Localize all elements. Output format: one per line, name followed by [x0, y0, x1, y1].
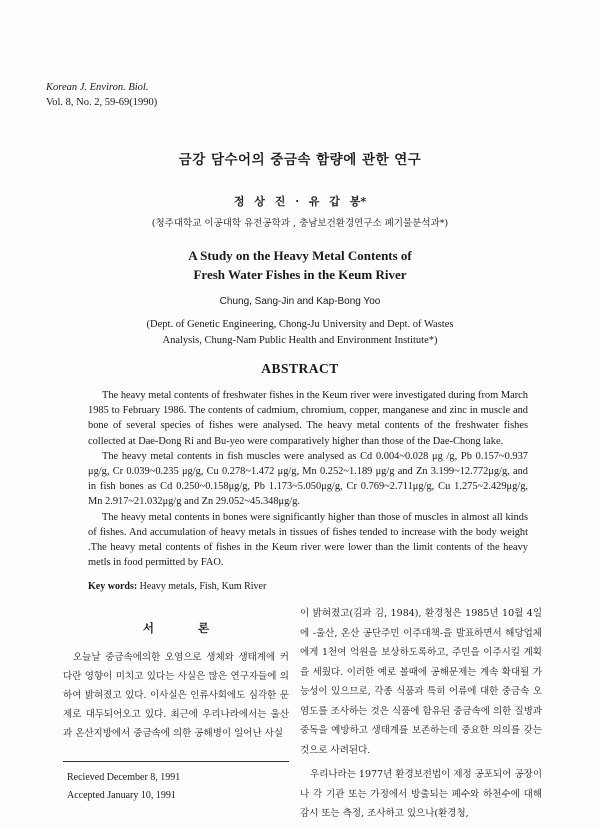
keywords-label: Key words:: [88, 581, 138, 592]
journal-name: Korean J. Environ. Biol.: [46, 82, 149, 93]
accepted-date: Accepted January 10, 1991: [67, 790, 176, 801]
english-title-line1: A Study on the Heavy Metal Contents of: [188, 248, 412, 263]
abstract-body: [88, 388, 528, 570]
korean-title: 금강 담수어의 중금속 함량에 관한 연구: [178, 152, 422, 168]
abstract-heading: ABSTRACT: [261, 361, 339, 376]
abstract-paragraph: The heavy metal contents of freshwater fishes in the Keum river were investigated during from March 1985 to February 1986. The contents of cadmium, chromium, copper, manganese and zinc in muscle and bone of several species of fishes were analysed. The heavy metal contents of the freshwater fishes collected at Dae-Dong Ri and Bu-yeo were comparatively higher than those of the Dae-Chong lake.: [88, 390, 528, 447]
english-title-line2: Fresh Water Fishes in the Keum River: [193, 267, 407, 282]
english-affiliation-line1: (Dept. of Genetic Engineering, Chong-Ju University and Dept. of Wastes: [146, 319, 454, 330]
received-dates: [67, 769, 180, 805]
keywords-text: Heavy metals, Fish, Kum River: [139, 581, 267, 592]
english-affiliation: [0, 317, 600, 349]
keywords: [88, 581, 266, 592]
korean-authors: 정 상 진 · 유 갑 봉*: [233, 195, 367, 208]
right-column: [300, 604, 542, 824]
intro-paragraph: 오늘날 중금속에의한 오염으로 생체와 생태계에 커다란 영향이 미치고 있다는 사실은 많은 연구자들에 의하여 밝혀졌고 있다. 이사실은 인류사회에도 심각한 문제로 대두되어오고 있다. 최근에 우리나라에서는 울산과 온산지방에서 중금속에 의한 공해병이 일어난 사실: [63, 652, 289, 739]
korean-affiliation: (청주대학교 이공대학 유전공학과 , 충남보건환경연구소 폐기물분석과*): [151, 218, 449, 229]
english-affiliation-line2: Analysis, Chung-Nam Public Health and Environment Institute*): [162, 335, 438, 346]
right-paragraph: 이 밝혀졌고(김과 김, 1984), 환경청은 1985년 10월 4일에 -울산, 온산 공단주민 이주대책-을 발표하면서 해당업체에게 1천여 억원을 보상하도록하고, 주민을 이주시킬 계획을 세웠다. 이러한 예로 볼때에 공해문제는 계속 확대될 가능성이 있으므로, 각종 식품과 특히 어류에 대한 중금속 오염도를 조사하는 것은 식품에 함유된 중금속에 의한 질병과 중독을 예방하고 생태계를 보존하는데 중요한 의의를 갖는 것으로 사려된다.: [300, 608, 542, 756]
english-title: [0, 246, 600, 284]
journal-header: [46, 80, 157, 110]
left-column: [63, 607, 289, 743]
journal-volume: Vol. 8, No. 2, 59-69(1990): [46, 97, 158, 108]
right-paragraph: 우리나라는 1977년 환경보전법이 제정 공포되어 공장이나 각 기관 또는 가정에서 방출되는 폐수와 하천수에 대해 감시 또는 측정, 조사하고 있으나(환경청,: [300, 769, 542, 819]
intro-heading: 서 론: [142, 621, 230, 635]
abstract-paragraph: The heavy metal contents in bones were significantly higher than those of muscles in almost all kinds of fishes. And accumulation of heavy metals in tissues of fishes tended to increase with the body weight .The heavy metal contents of fishes in the Keum river were lower than the limit contents of the heavy metls in food permitted by FAO.: [88, 511, 528, 569]
english-authors: Chung, Sang-Jin and Kap-Bong Yoo: [219, 296, 381, 307]
footnote-rule: [63, 761, 289, 762]
abstract-paragraph: The heavy metal contents in fish muscles were analysed as Cd 0.004~0.028 μg /g, Pb 0.157~0.937 μg/g, Cr 0.039~0.235 μg/g, Cu 0.278~1.472 μg/g, Mn 0.252~1.189 μg/g and Zn 3.199~12.772μg/g, and in fish bones as Cd 0.250~0.158μg/g, Pb 1.173~5.050μg/g, Cr 0.769~2.711μg/g, Cu 1.275~2.429μg/g, Mn 2.917~21.032μg/g and Zn 29.052~45.348μg/g.: [88, 450, 528, 508]
received-date: Recieved December 8, 1991: [67, 772, 181, 783]
